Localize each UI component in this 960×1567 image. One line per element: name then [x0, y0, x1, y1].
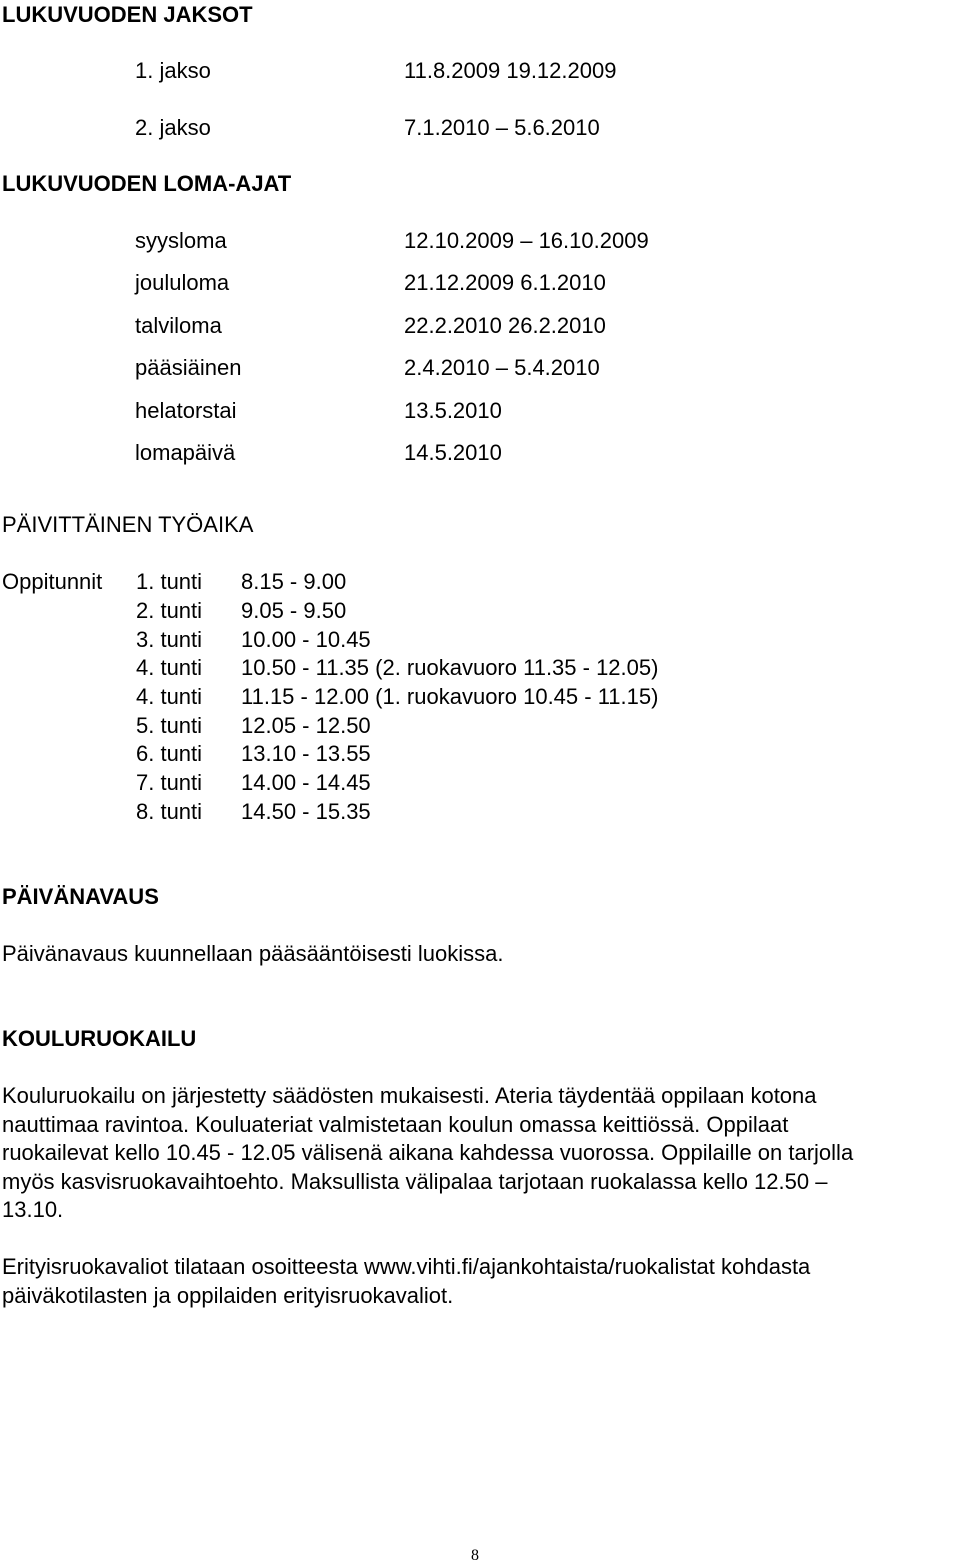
lesson-number: 8. tunti [136, 799, 203, 824]
periods-heading: LUKUVUODEN JAKSOT [2, 2, 253, 27]
lesson-time: 13.10 - 13.55 [241, 741, 371, 766]
lesson-time: 12.05 - 12.50 [241, 713, 371, 738]
lesson-time: 9.05 - 9.50 [241, 598, 347, 623]
lunch-paragraph-line: 13.10. [2, 1197, 64, 1222]
page-number: 8 [471, 1547, 479, 1564]
lesson-time: 11.15 - 12.00 (1. ruokavuoro 10.45 - 11.15) [241, 684, 659, 709]
period-label: 2. jakso [135, 115, 211, 140]
lesson-time: 14.00 - 14.45 [241, 770, 371, 795]
special-diet-line: Erityisruokavaliot tilataan osoitteesta www.vihti.fi/ajankohtaista/ruokalistat kohdasta [2, 1254, 811, 1279]
lesson-number: 4. tunti [136, 655, 203, 680]
lesson-time: 8.15 - 9.00 [241, 569, 347, 594]
holiday-value: 22.2.2010 26.2.2010 [404, 313, 606, 338]
lesson-time: 14.50 - 15.35 [241, 799, 371, 824]
daily-heading: PÄIVITTÄINEN TYÖAIKA [2, 512, 254, 537]
lunch-paragraph-line: Kouluruokailu on järjestetty säädösten mukaisesti. Ateria täydentää oppilaan kotona [2, 1083, 817, 1108]
lunch-heading: KOULURUOKAILU [2, 1026, 197, 1051]
special-diet-line: päiväkotilasten ja oppilaiden erityisruokavaliot. [2, 1283, 454, 1308]
holidays-heading: LUKUVUODEN LOMA-AJAT [2, 171, 292, 196]
period-label: 1. jakso [135, 58, 211, 83]
lessons-prefix: Oppitunnit [2, 569, 103, 594]
lesson-number: 1. tunti [136, 569, 203, 594]
holiday-label: talviloma [135, 313, 222, 338]
holiday-label: lomapäivä [135, 440, 236, 465]
lesson-number: 5. tunti [136, 713, 203, 738]
opening-text: Päivänavaus kuunnellaan pääsääntöisesti luokissa. [2, 941, 504, 966]
holiday-label: joululoma [135, 270, 230, 295]
holiday-label: helatorstai [135, 398, 237, 423]
opening-heading: PÄIVÄNAVAUS [2, 884, 159, 909]
lesson-number: 7. tunti [136, 770, 203, 795]
lesson-number: 4. tunti [136, 684, 203, 709]
period-value: 7.1.2010 – 5.6.2010 [404, 115, 600, 140]
holiday-label: pääsiäinen [135, 355, 242, 380]
lesson-time: 10.00 - 10.45 [241, 627, 371, 652]
holiday-value: 2.4.2010 – 5.4.2010 [404, 355, 600, 380]
lesson-number: 6. tunti [136, 741, 203, 766]
holiday-label: syysloma [135, 228, 227, 253]
holiday-value: 13.5.2010 [404, 398, 502, 423]
lesson-time: 10.50 - 11.35 (2. ruokavuoro 11.35 - 12.05) [241, 655, 659, 680]
holiday-value: 14.5.2010 [404, 440, 502, 465]
lunch-paragraph-line: myös kasvisruokavaihtoehto. Maksullista välipalaa tarjotaan ruokalassa kello 12.50 – [2, 1169, 828, 1194]
lunch-paragraph-line: ruokailevat kello 10.45 - 12.05 välisenä aikana kahdessa vuorossa. Oppilaille on tarjolla [2, 1140, 854, 1165]
lesson-number: 2. tunti [136, 598, 203, 623]
holiday-value: 12.10.2009 – 16.10.2009 [404, 228, 649, 253]
holiday-value: 21.12.2009 6.1.2010 [404, 270, 606, 295]
lunch-paragraph-line: nauttimaa ravintoa. Kouluateriat valmistetaan koulun omassa keittiössä. Oppilaat [2, 1112, 789, 1137]
lesson-number: 3. tunti [136, 627, 203, 652]
period-value: 11.8.2009 19.12.2009 [404, 58, 617, 83]
